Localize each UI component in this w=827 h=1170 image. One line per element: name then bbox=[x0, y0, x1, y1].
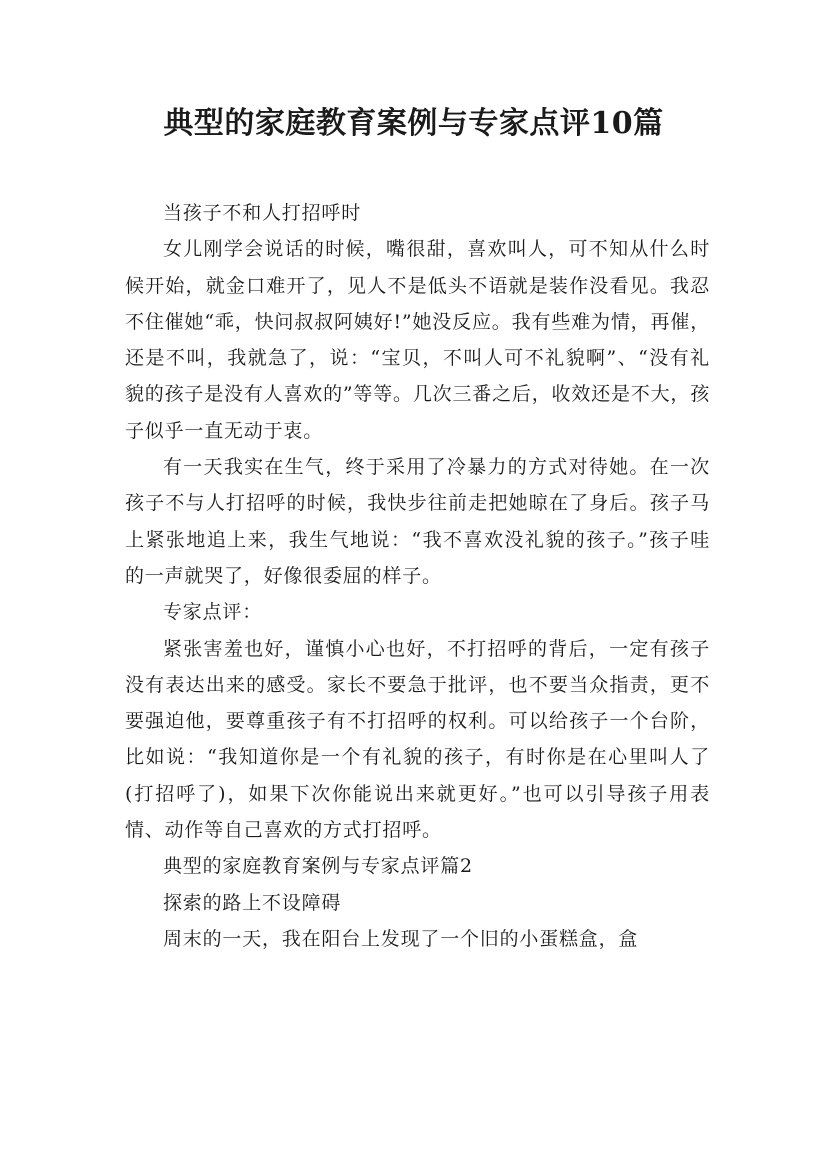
body-paragraph: 女儿刚学会说话的时候，嘴很甜，喜欢叫人，可不知从什么时候开始，就金口难开了，见人不是低头不语就是装作没看见。我忍不住催她“乖，快问叔叔阿姨好!”她没反应。我有些难为情，再催，还是不叫，我就急了，说：“宝贝，不叫人可不礼貌啊”、“没有礼貌的孩子是没有人喜欢的”等等。几次三番之后，收效还是不大，孩子似乎一直无动于衷。 bbox=[125, 238, 710, 442]
section-heading: 当孩子不和人打招呼时 bbox=[163, 202, 362, 224]
body-paragraph: 周末的一天，我在阳台上发现了一个旧的小蛋糕盒，盒 bbox=[163, 927, 639, 950]
section-heading: 典型的家庭教育案例与专家点评篇2 bbox=[163, 855, 473, 878]
document-title: 典型的家庭教育案例与专家点评10篇 bbox=[163, 106, 664, 141]
section-heading: 专家点评： bbox=[163, 601, 263, 624]
body-paragraph: 有一天我实在生气，终于采用了冷暴力的方式对待她。在一次孩子不与人打招呼的时候，我快步往前走把她晾在了身后。孩子马上紧张地追上来，我生气地说：“我不喜欢没礼貌的孩子。”孩子哇的一声就哭了，好像很委屈的样子。 bbox=[125, 456, 710, 587]
document-body bbox=[125, 195, 710, 957]
section-heading: 探索的路上不设障碍 bbox=[163, 891, 342, 914]
body-paragraph: 紧张害羞也好，谨慎小心也好，不打招呼的背后，一定有孩子没有表达出来的感受。家长不要急于批评，也不要当众指责，更不要强迫他，要尊重孩子有不打招呼的权利。可以给孩子一个台阶，比如说：“我知道你是一个有礼貌的孩子，有时你是在心里叫人了(打招呼了)，如果下次你能说出来就更好。”也可以引导孩子用表情、动作等自己喜欢的方式打招呼。 bbox=[125, 637, 710, 842]
